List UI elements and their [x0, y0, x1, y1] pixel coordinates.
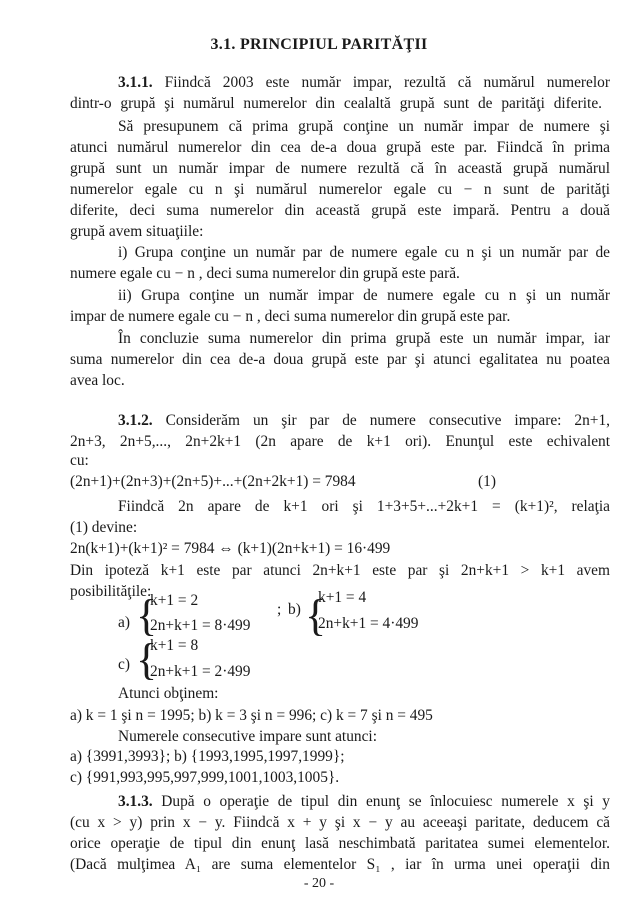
- results-line: a) {3991,3993}; b) {1993,1995,1997,1999};: [70, 748, 345, 765]
- section-title: 3.1. PRINCIPIUL PARITĂŢII: [210, 36, 428, 53]
- paragraph-line: impar de numere egale cu − n , deci suma numerelor din grupă este par.: [70, 308, 511, 325]
- case-c-eq1: k+1 = 8: [150, 637, 199, 654]
- problem-label: 3.1.1.: [118, 74, 153, 91]
- paragraph-line: i) Grupa conţine un număr par de numere egale cu n şi un număr par de: [118, 244, 610, 261]
- paragraph-line: numerelor egale cu n şi numărul numerelor egale cu − n sunt de parităţi: [70, 181, 610, 198]
- case-a-label: a): [118, 614, 130, 631]
- paragraph-line: ii) Grupa conţine un număr impar de numere egale cu n şi un număr: [118, 287, 610, 304]
- case-c-label: c): [118, 656, 130, 673]
- paragraph-line: atunci numărul numerelor din cea de-a doua grupă este par. Fiindcă în prima: [70, 139, 610, 156]
- paragraph-line: În concluzie suma numerelor din prima grupă este un număr impar, iar: [118, 330, 610, 347]
- brace-icon: {: [305, 591, 327, 640]
- paragraph-line: avea loc.: [70, 372, 125, 389]
- paragraph-line: Atunci obţinem:: [118, 685, 219, 702]
- page-number: - 20 -: [303, 876, 335, 891]
- paragraph-line: (cu x > y) prin x − y. Fiindcă x + y şi x − y au aceeaşi paritate, deducem că: [70, 814, 610, 831]
- case-b-eq1: k+1 = 4: [318, 589, 367, 606]
- paragraph-line: [118, 411, 610, 431]
- case-b-label: b): [288, 601, 301, 618]
- text-span: Considerăm un şir par de numere consecutive impare: 2n+1,: [165, 412, 610, 429]
- case-b-eq2: 2n+k+1 = 4·499: [318, 615, 419, 632]
- paragraph-line: [118, 73, 610, 93]
- paragraph-line: (Dacă mulţimea A₁ are suma elementelor S₁ , iar în urma unei operaţii din: [70, 856, 610, 873]
- equation-2: 2n(k+1)+(k+1)² = 7984 ⇔ (k+1)(2n+k+1) = 16·499: [70, 540, 391, 557]
- paragraph-line: [118, 792, 610, 812]
- paragraph-line: dintr-o grupă şi numărul numerelor din cealaltă grupă sunt de parităţi diferite.: [70, 95, 602, 112]
- paragraph-line: 2n+3, 2n+5,..., 2n+2k+1 (2n apare de k+1 ori). Enunţul este echivalent: [70, 433, 610, 450]
- brace-icon: {: [136, 635, 158, 684]
- paragraph-line: Din ipoteză k+1 este par atunci 2n+k+1 este par şi 2n+k+1 > k+1 avem: [70, 562, 610, 579]
- case-c-eq2: 2n+k+1 = 2·499: [150, 663, 251, 680]
- paragraph-line: cu:: [70, 452, 89, 469]
- paragraph-line: suma numerelor din cea de-a doua grupă este par şi atunci egalitatea nu poatea: [70, 351, 610, 368]
- paragraph-line: grupă avem situaţiile:: [70, 223, 204, 240]
- paragraph-line: Numerele consecutive impare sunt atunci:: [118, 728, 377, 745]
- equation-tag: (1): [478, 473, 496, 490]
- equation-1: (2n+1)+(2n+3)+(2n+5)+...+(2n+2k+1) = 7984: [70, 473, 356, 490]
- text-span: După o operaţie de tipul din enunţ se înlocuiesc numerele x şi y: [161, 793, 610, 810]
- case-a-eq2: 2n+k+1 = 8·499: [150, 617, 251, 634]
- paragraph-line: diferite, deci suma numerelor din această grupă este impară. Pentru a două: [70, 202, 610, 219]
- results-line: a) k = 1 şi n = 1995; b) k = 3 şi n = 996; c) k = 7 şi n = 495: [70, 707, 433, 724]
- problem-label: 3.1.2.: [118, 412, 153, 429]
- paragraph-line: posibilităţile:: [70, 583, 152, 600]
- brace-icon: {: [136, 591, 158, 640]
- case-a-eq1: k+1 = 2: [150, 592, 199, 609]
- paragraph-line: numere egale cu − n , deci suma numerelor din grupă este pară.: [70, 265, 460, 282]
- paragraph-line: Să presupunem că prima grupă conţine un număr impar de numere şi: [118, 118, 610, 135]
- paragraph-line: (1) devine:: [70, 519, 138, 536]
- paragraph-line: orice operaţie de tipul din enunţ lasă neschimbată paritatea sumei elementelor.: [70, 835, 610, 852]
- paragraph-line: Fiindcă 2n apare de k+1 ori şi 1+3+5+...+2k+1 = (k+1)², relaţia: [118, 498, 610, 515]
- results-line: c) {991,993,995,997,999,1001,1003,1005}.: [70, 769, 340, 786]
- paragraph-line: grupă sunt un număr impar de numere rezultă că în această grupă numărul: [70, 160, 610, 177]
- problem-label: 3.1.3.: [118, 793, 153, 810]
- separator: ;: [277, 601, 282, 618]
- text-span: Fiindcă 2003 este număr impar, rezultă că numărul numerelor: [164, 74, 610, 91]
